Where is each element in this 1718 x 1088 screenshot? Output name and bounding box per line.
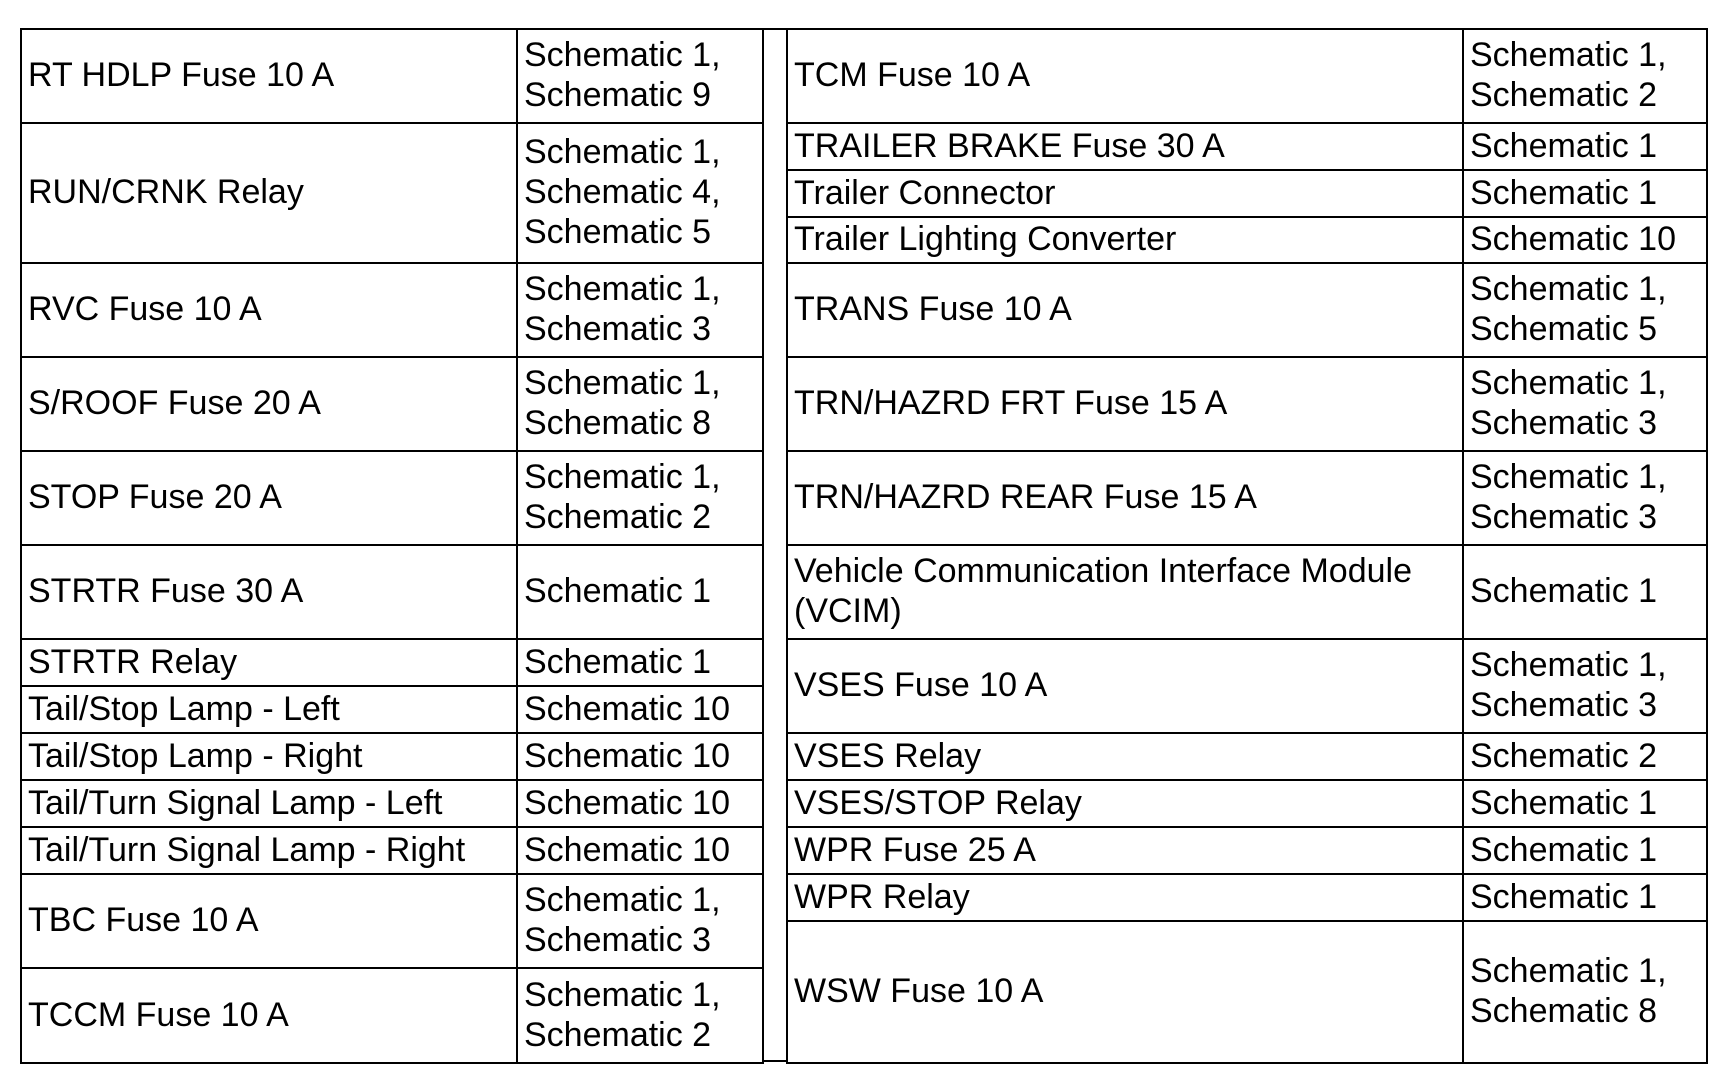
table-row: [787, 545, 1707, 639]
schematic-reference: Schematic 2: [1470, 76, 1658, 114]
table-row: [21, 357, 763, 451]
schematic-ref-cell: [1463, 217, 1707, 263]
schematic-ref-cell: [517, 29, 763, 123]
schematic-ref-cell: [1463, 639, 1707, 733]
schematic-ref-cell: [1463, 451, 1707, 545]
schematic-ref-cell: [517, 827, 763, 874]
component-schematic-table-left: [20, 28, 764, 1064]
table-row: [21, 874, 763, 968]
table-row: [787, 639, 1707, 733]
schematic-reference: Schematic 1: [1470, 830, 1658, 869]
component-name-cell: TRN/HAZRD FRT Fuse 15 A: [787, 357, 1463, 451]
table-row: [787, 29, 1707, 123]
schematic-reference: Schematic 1: [524, 642, 712, 681]
table-row: [21, 545, 763, 639]
schematic-reference: Schematic 5: [1470, 310, 1658, 348]
schematic-ref-cell: [517, 874, 763, 968]
schematic-reference: Schematic 1,: [1470, 952, 1667, 991]
table-row: [21, 827, 763, 874]
schematic-reference: Schematic 1,: [524, 975, 721, 1014]
table-row: [21, 263, 763, 357]
table-row: [21, 29, 763, 123]
table-row: [787, 921, 1707, 1063]
schematic-reference: Schematic 1,: [524, 133, 721, 172]
schematic-reference: Schematic 9: [524, 76, 712, 114]
schematic-reference: Schematic 8: [1470, 992, 1658, 1030]
component-name-cell: WPR Relay: [787, 874, 1463, 921]
schematic-reference: Schematic 5: [524, 212, 712, 251]
schematic-reference: Schematic 1: [1470, 783, 1658, 822]
schematic-ref-cell: [1463, 170, 1707, 217]
component-name-cell: Trailer Connector: [787, 170, 1463, 217]
schematic-ref-cell: [517, 686, 763, 733]
schematic-reference: Schematic 10: [1470, 220, 1676, 259]
table-row: [787, 170, 1707, 217]
component-name-cell: STRTR Fuse 30 A: [21, 545, 517, 639]
component-name-cell: WPR Fuse 25 A: [787, 827, 1463, 874]
schematic-ref-cell: [1463, 733, 1707, 780]
schematic-reference: Schematic 2: [1470, 736, 1658, 775]
schematic-reference: Schematic 1,: [524, 458, 721, 497]
schematic-ref-cell: [1463, 263, 1707, 357]
schematic-ref-cell: [517, 780, 763, 827]
schematic-reference: Schematic 1,: [1470, 270, 1667, 309]
schematic-ref-cell: [517, 123, 763, 263]
component-name-cell: STOP Fuse 20 A: [21, 451, 517, 545]
schematic-reference: Schematic 1: [1470, 173, 1658, 212]
schematic-ref-cell: [517, 263, 763, 357]
schematic-ref-cell: [517, 545, 763, 639]
table-row: [21, 639, 763, 686]
component-name-cell: Tail/Turn Signal Lamp - Right: [21, 827, 517, 874]
schematic-ref-cell: [1463, 921, 1707, 1063]
component-name-cell: Trailer Lighting Converter: [787, 217, 1463, 263]
component-name-cell: RUN/CRNK Relay: [21, 123, 517, 263]
schematic-reference: Schematic 3: [1470, 404, 1658, 442]
column-divider: [762, 28, 786, 1062]
table-row: [787, 451, 1707, 545]
schematic-reference: Schematic 3: [1470, 498, 1658, 536]
schematic-ref-cell: [1463, 545, 1707, 639]
schematic-reference: Schematic 1,: [1470, 36, 1667, 75]
component-name-cell: TRAILER BRAKE Fuse 30 A: [787, 123, 1463, 170]
schematic-reference: Schematic 1: [1470, 877, 1658, 916]
schematic-reference: Schematic 3: [524, 921, 712, 959]
table-row: [21, 451, 763, 545]
component-name-cell: TBC Fuse 10 A: [21, 874, 517, 968]
component-name-cell: STRTR Relay: [21, 639, 517, 686]
schematic-reference: Schematic 1,: [1470, 364, 1667, 403]
table-row: [787, 827, 1707, 874]
schematic-reference: Schematic 8: [524, 404, 712, 442]
table-row: [787, 874, 1707, 921]
schematic-reference: Schematic 2: [524, 1015, 712, 1054]
schematic-ref-cell: [1463, 357, 1707, 451]
schematic-ref-cell: [1463, 874, 1707, 921]
schematic-ref-cell: [517, 733, 763, 780]
component-name-cell: WSW Fuse 10 A: [787, 921, 1463, 1063]
component-name-cell: TRN/HAZRD REAR Fuse 15 A: [787, 451, 1463, 545]
schematic-ref-cell: [1463, 29, 1707, 123]
schematic-reference: Schematic 4,: [524, 173, 721, 212]
component-schematic-table-right: [786, 28, 1708, 1064]
component-name-cell: VSES Relay: [787, 733, 1463, 780]
component-name-cell: Tail/Stop Lamp - Right: [21, 733, 517, 780]
table-row: [21, 686, 763, 733]
component-name-cell: VSES/STOP Relay: [787, 780, 1463, 827]
schematic-reference: Schematic 1: [1470, 572, 1658, 611]
schematic-reference: Schematic 3: [524, 310, 712, 348]
component-name-cell: TRANS Fuse 10 A: [787, 263, 1463, 357]
table-row: [787, 357, 1707, 451]
component-name-cell: VSES Fuse 10 A: [787, 639, 1463, 733]
schematic-reference: Schematic 10: [524, 736, 730, 775]
table-row: [21, 123, 763, 263]
schematic-ref-cell: [517, 357, 763, 451]
component-name-cell: TCM Fuse 10 A: [787, 29, 1463, 123]
table-row: [21, 780, 763, 827]
schematic-ref-cell: [517, 968, 763, 1063]
component-name-cell: RT HDLP Fuse 10 A: [21, 29, 517, 123]
component-name-cell: Tail/Stop Lamp - Left: [21, 686, 517, 733]
component-name-cell: Vehicle Communication Interface Module (VCIM): [787, 545, 1463, 639]
schematic-ref-cell: [1463, 780, 1707, 827]
schematic-reference: Schematic 1,: [1470, 458, 1667, 497]
table-row: [787, 733, 1707, 780]
schematic-reference: Schematic 10: [524, 830, 730, 869]
schematic-ref-cell: [1463, 123, 1707, 170]
component-name-cell: TCCM Fuse 10 A: [21, 968, 517, 1063]
table-row: [21, 733, 763, 780]
table-row: [787, 780, 1707, 827]
schematic-reference: Schematic 1: [524, 572, 712, 611]
schematic-reference: Schematic 3: [1470, 686, 1658, 724]
schematic-ref-cell: [517, 639, 763, 686]
schematic-reference: Schematic 1,: [1470, 646, 1667, 685]
component-name-cell: RVC Fuse 10 A: [21, 263, 517, 357]
schematic-ref-cell: [517, 451, 763, 545]
component-name-cell: S/ROOF Fuse 20 A: [21, 357, 517, 451]
schematic-reference: Schematic 1: [1470, 126, 1658, 165]
component-name-cell: Tail/Turn Signal Lamp - Left: [21, 780, 517, 827]
schematic-reference: Schematic 10: [524, 783, 730, 822]
table-row: [787, 263, 1707, 357]
schematic-reference: Schematic 1,: [524, 36, 721, 75]
table-row: [787, 123, 1707, 170]
schematic-reference: Schematic 2: [524, 498, 712, 536]
schematic-reference: Schematic 1,: [524, 364, 721, 403]
schematic-reference: Schematic 1,: [524, 270, 721, 309]
schematic-reference: Schematic 10: [524, 689, 730, 728]
schematic-ref-cell: [1463, 827, 1707, 874]
table-row: [21, 968, 763, 1063]
table-row: [787, 217, 1707, 263]
schematic-reference: Schematic 1,: [524, 881, 721, 920]
